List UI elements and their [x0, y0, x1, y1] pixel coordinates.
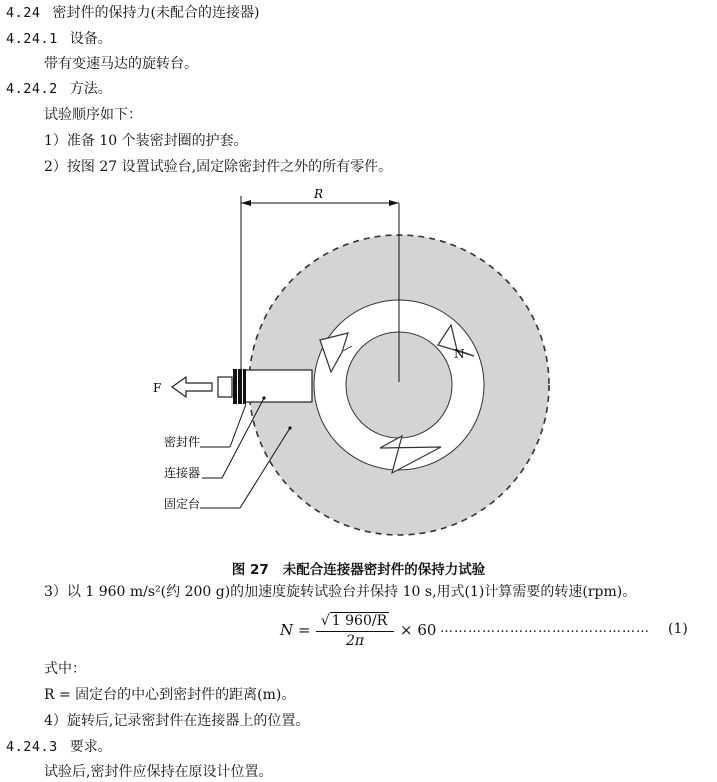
figure-number: 图 27 — [231, 562, 269, 578]
requirement-text: 试验后,密封件应保持在原设计位置。 — [44, 764, 273, 780]
seal-ring-2 — [238, 369, 242, 404]
terminal-block — [218, 377, 232, 397]
section-title: 方法。 — [69, 81, 112, 97]
sqrt-symbol: √ — [320, 613, 330, 629]
formula-rhs: × 60 — [400, 621, 437, 639]
seal-ring-3 — [243, 369, 246, 404]
where-label: 式中： — [44, 661, 86, 677]
formula-lhs: N = — [280, 621, 311, 639]
section-number: 4.24.2 — [6, 81, 58, 97]
section-title: 要求。 — [69, 739, 112, 755]
section-number: 4.24.3 — [6, 739, 58, 755]
formula-denominator: 2π — [345, 633, 365, 649]
figure-title: 未配合连接器密封件的保持力试验 — [282, 562, 486, 578]
section-title: 密封件的保持力(未配合的连接器) — [52, 5, 260, 21]
formula-numerator: 1 960/R — [331, 613, 388, 629]
section-4-24-3-heading — [6, 738, 112, 756]
connector-body — [245, 370, 312, 402]
section-title: 设备。 — [69, 31, 112, 47]
label-connector: 连接器 — [164, 466, 201, 480]
label-fixed-table: 固定台 — [164, 497, 201, 511]
figure-27-caption — [0, 558, 717, 578]
dimension-label-R: R — [314, 187, 324, 201]
force-arrow — [172, 377, 212, 397]
section-number: 4.24 — [6, 5, 41, 21]
step-2: 2）按图 27 设置试验台,固定除密封件之外的所有零件。 — [44, 159, 393, 175]
method-intro: 试验顺序如下： — [44, 107, 142, 123]
variable-definition: R = 固定台的中心到密封件的距离(m)。 — [44, 687, 296, 703]
step-1: 1）准备 10 个装密封圈的护套。 — [44, 133, 248, 149]
label-seal: 密封件 — [164, 435, 201, 449]
seal-ring-1 — [233, 369, 237, 404]
equipment-text: 带有变速马达的旋转台。 — [44, 56, 198, 72]
formula-number: (1) — [668, 621, 688, 637]
rotation-label-N: N — [454, 347, 465, 361]
step-3: 3）以 1 960 m/s²(约 200 g)的加速度旋转试验台并保持 10 s,用式(1)计算需要的转速(rpm)。 — [44, 584, 637, 600]
step-4: 4）旋转后,记录密封件在连接器上的位置。 — [44, 713, 310, 729]
formula-fraction — [316, 612, 394, 650]
section-number: 4.24.1 — [6, 31, 58, 47]
formula-leader-dots: ……………………………………… — [440, 621, 650, 636]
force-label-F: F — [153, 381, 162, 395]
